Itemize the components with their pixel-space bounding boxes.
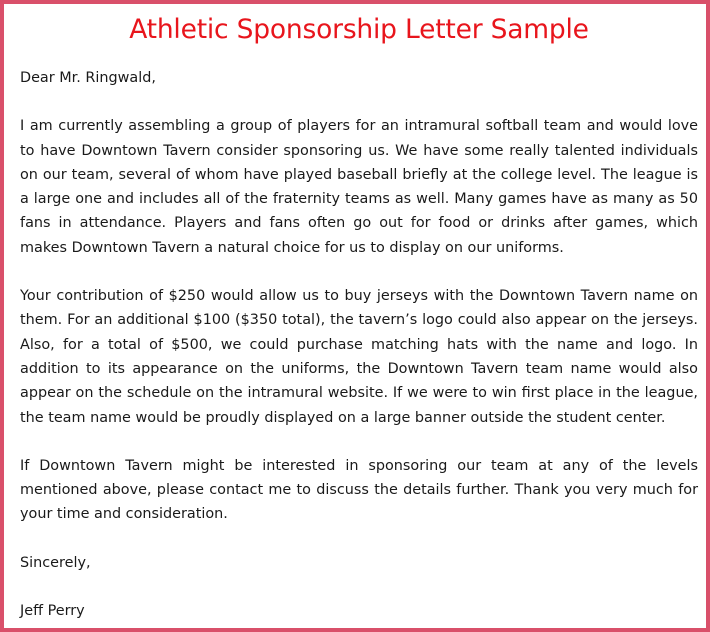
paragraph-intro: I am currently assembling a group of players for an intramural softball team and would love to have Downtown Tavern consider sponsoring us. We have some really talented individuals on our team, several of whom have played baseball briefly at the college level. The league is a large one and includes all of the fraternity teams as well. Many games have as many as 50 fans in attendance. Players and fans often go out for food or drinks after games, which makes Downtown Tavern a natural choice for us to display on our uniforms.: [20, 118, 698, 256]
paragraph-contribution: Your contribution of $250 would allow us to buy jerseys with the Downtown Tavern name on them. For an additional $100 ($350 total), the tavern’s logo could also appear on the jerseys. Also, for a total of $500, we could purchase matching hats with the name and logo. In addition to its appearance on the uniforms, the Downtown Tavern team name would also appear on the schedule on the intramural website. If we were to win first place in the league, the team name would be proudly displayed on a large banner outside the student center.: [20, 288, 698, 426]
page-title: Athletic Sponsorship Letter Sample: [129, 14, 589, 45]
salutation: Dear Mr. Ringwald,: [20, 70, 156, 86]
signature-name: Jeff Perry: [20, 603, 85, 620]
letter-body: [20, 66, 698, 623]
closing: Sincerely,: [20, 554, 91, 571]
paragraph-request: If Downtown Tavern might be interested in sponsoring our team at any of the levels mentioned above, please contact me to discuss the details further. Thank you very much for your time and consideration.: [20, 457, 698, 523]
